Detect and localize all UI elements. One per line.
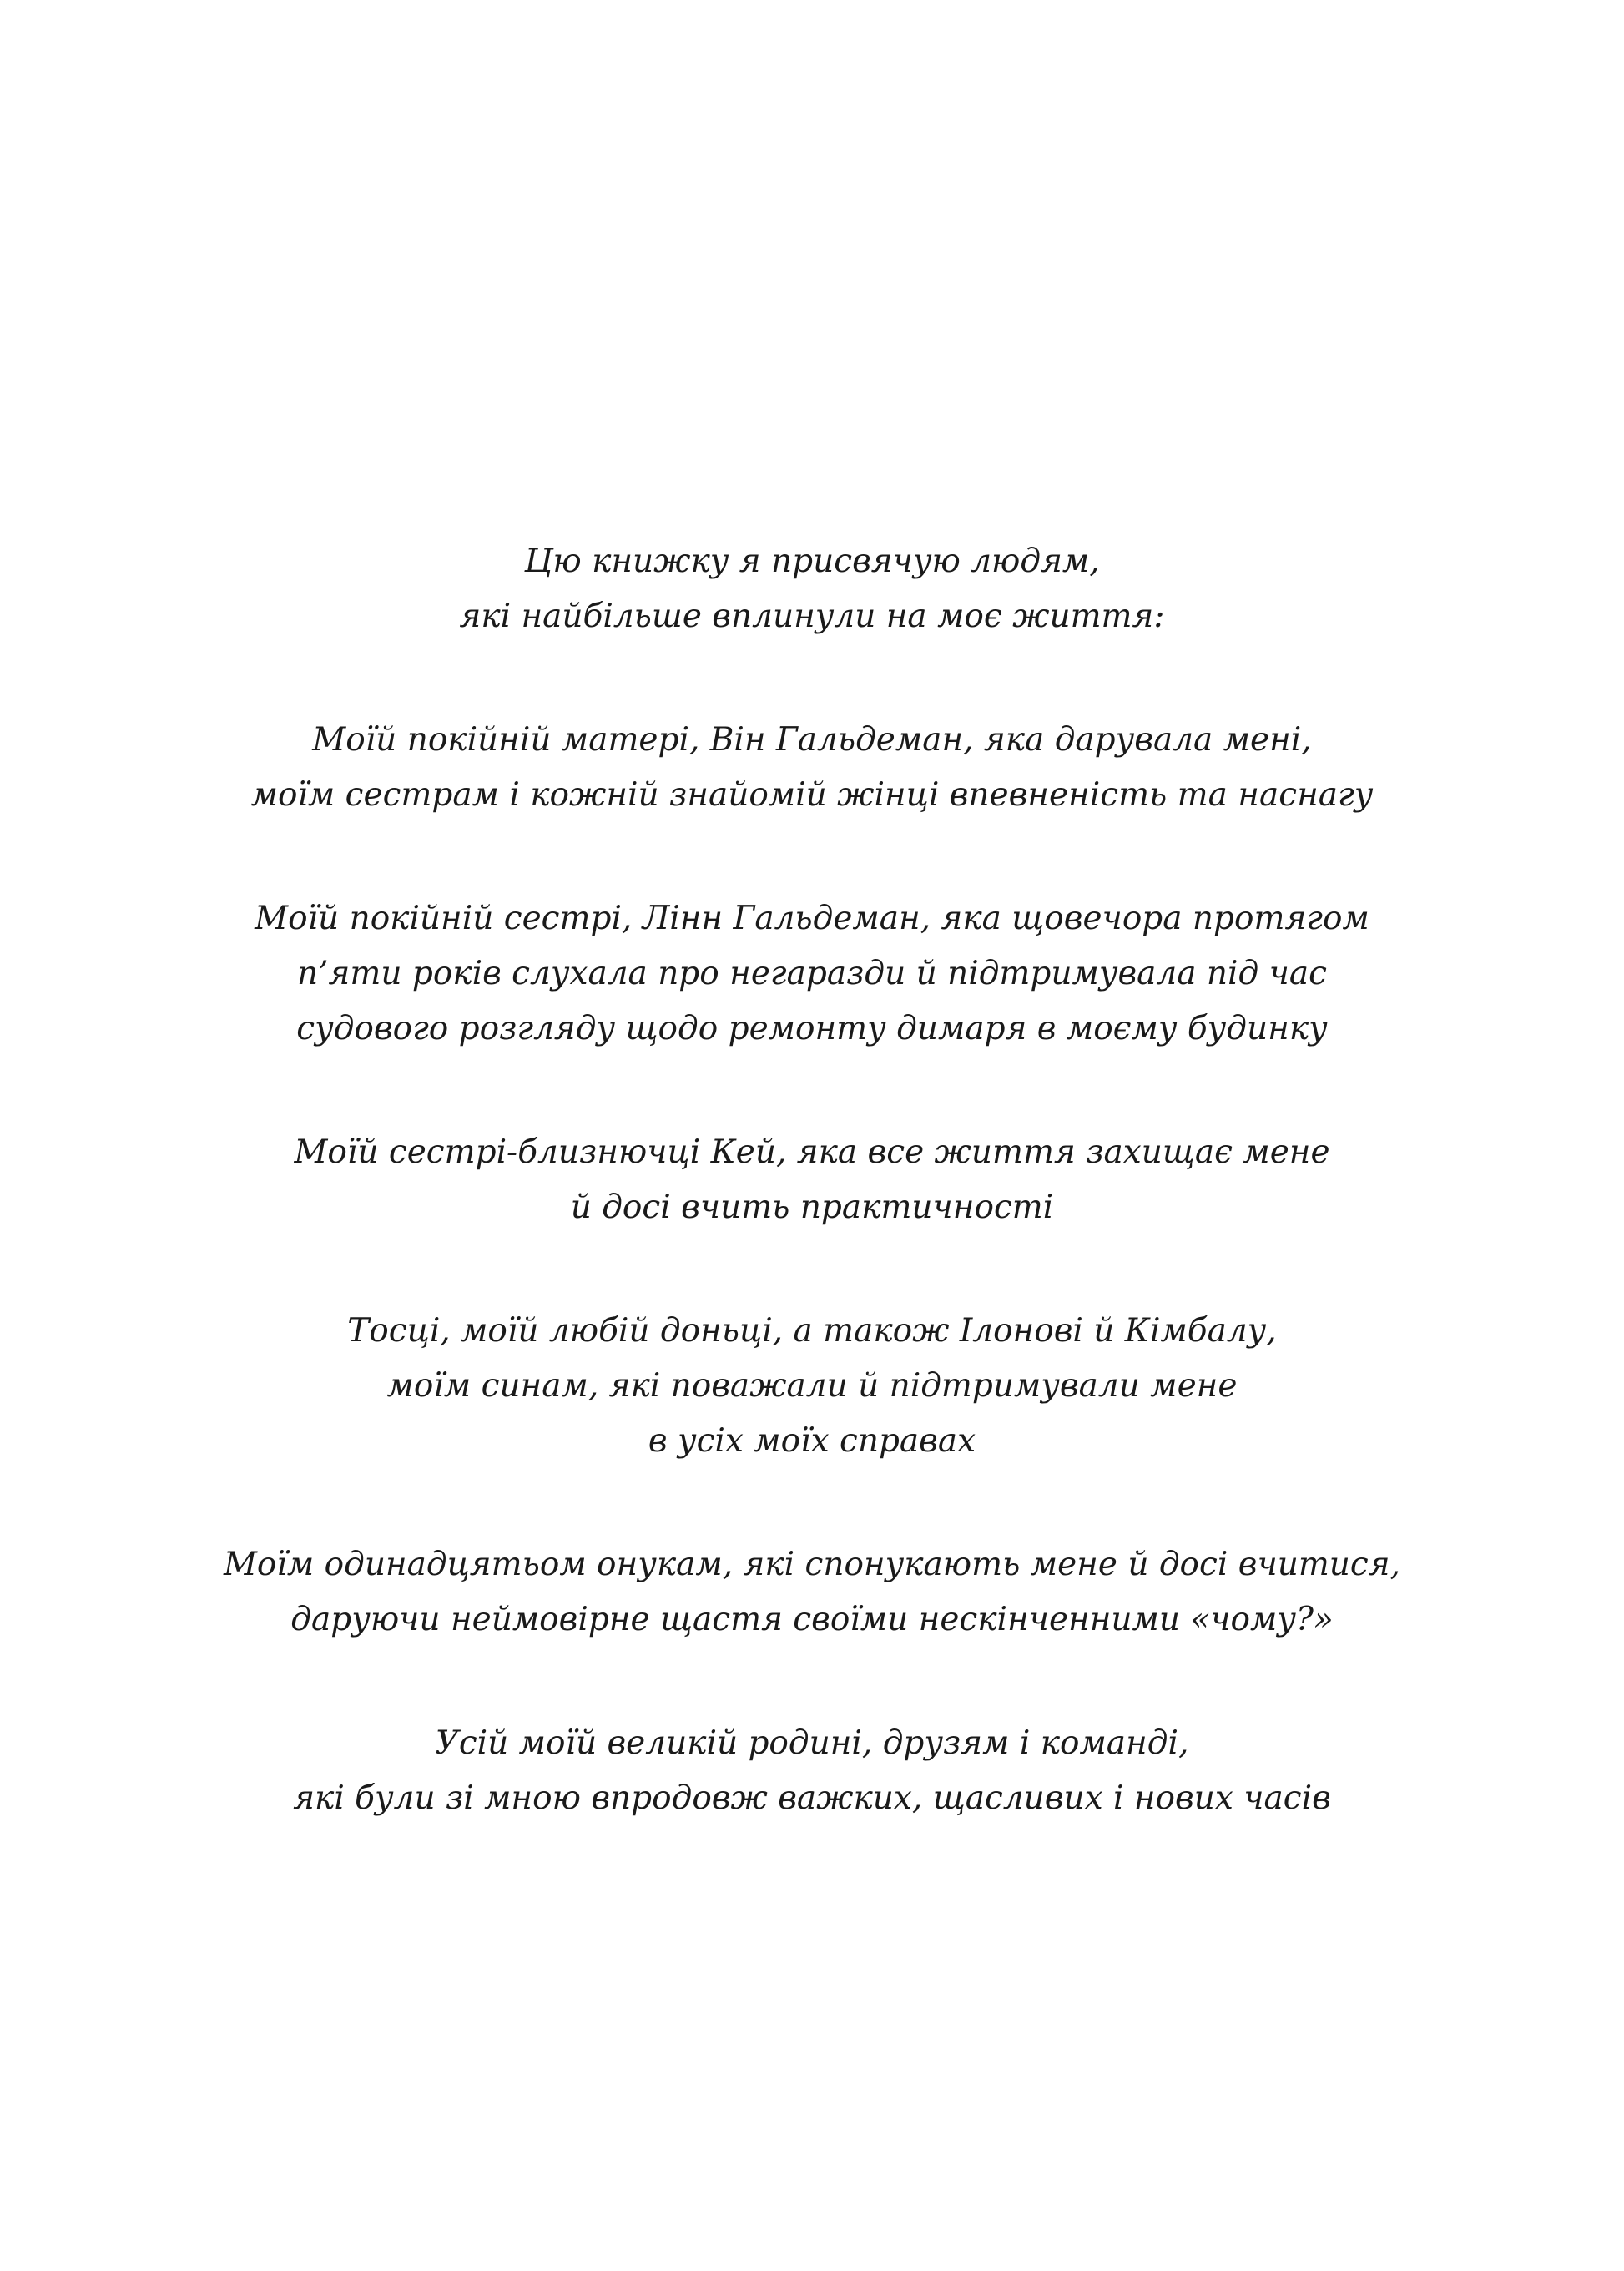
dedication-line: Моїй покійній матері, Він Гальдеман, яка дарувала мені, bbox=[312, 721, 1312, 759]
dedication-line: даруючи неймовірне щастя своїми нескінченними «чому?» bbox=[290, 1601, 1334, 1638]
dedication-stanza-mother bbox=[0, 713, 1624, 823]
dedication-line: й досі вчить практичності bbox=[570, 1188, 1054, 1226]
dedication-line: Тосці, моїй любій доньці, а також Ілонові й Кімбалу, bbox=[347, 1312, 1277, 1350]
dedication-line: які були зі мною впродовж важких, щасливих і нових часів bbox=[293, 1779, 1331, 1817]
dedication-line: моїм синам, які поважали й підтримували мене bbox=[386, 1367, 1238, 1405]
dedication-line: Усій моїй великій родині, друзям і команді, bbox=[435, 1724, 1189, 1762]
dedication-stanza-family-friends bbox=[0, 1716, 1624, 1826]
dedication-text bbox=[0, 534, 1624, 1895]
dedication-line: Моїм одинадцятьом онукам, які спонукають мене й досі вчитися, bbox=[224, 1546, 1400, 1583]
dedication-stanza-twin-kay bbox=[0, 1125, 1624, 1235]
dedication-line: які найбільше вплинули на моє життя: bbox=[459, 598, 1165, 635]
dedication-line: моїм сестрам і кожній знайомій жінці впевненість та наснагу bbox=[250, 776, 1374, 814]
dedication-line: Цю книжку я присвячую людям, bbox=[524, 543, 1100, 580]
dedication-line: судового розгляду щодо ремонту димаря в моєму будинку bbox=[296, 1010, 1328, 1047]
dedication-line: Моїй покійній сестрі, Лінн Гальдеман, яка щовечора протягом bbox=[255, 900, 1369, 937]
dedication-stanza-grandchildren bbox=[0, 1537, 1624, 1648]
dedication-line: Моїй сестрі-близнючці Кей, яка все життя захищає мене bbox=[294, 1133, 1330, 1171]
dedication-stanza-readers bbox=[0, 534, 1624, 644]
dedication-line: в усіх моїх справах bbox=[648, 1422, 976, 1460]
dedication-stanza-sister-lynn bbox=[0, 891, 1624, 1057]
dedication-stanza-children bbox=[0, 1304, 1624, 1469]
dedication-line: п’яти років слухала про негаразди й підтримувала під час bbox=[297, 955, 1327, 992]
